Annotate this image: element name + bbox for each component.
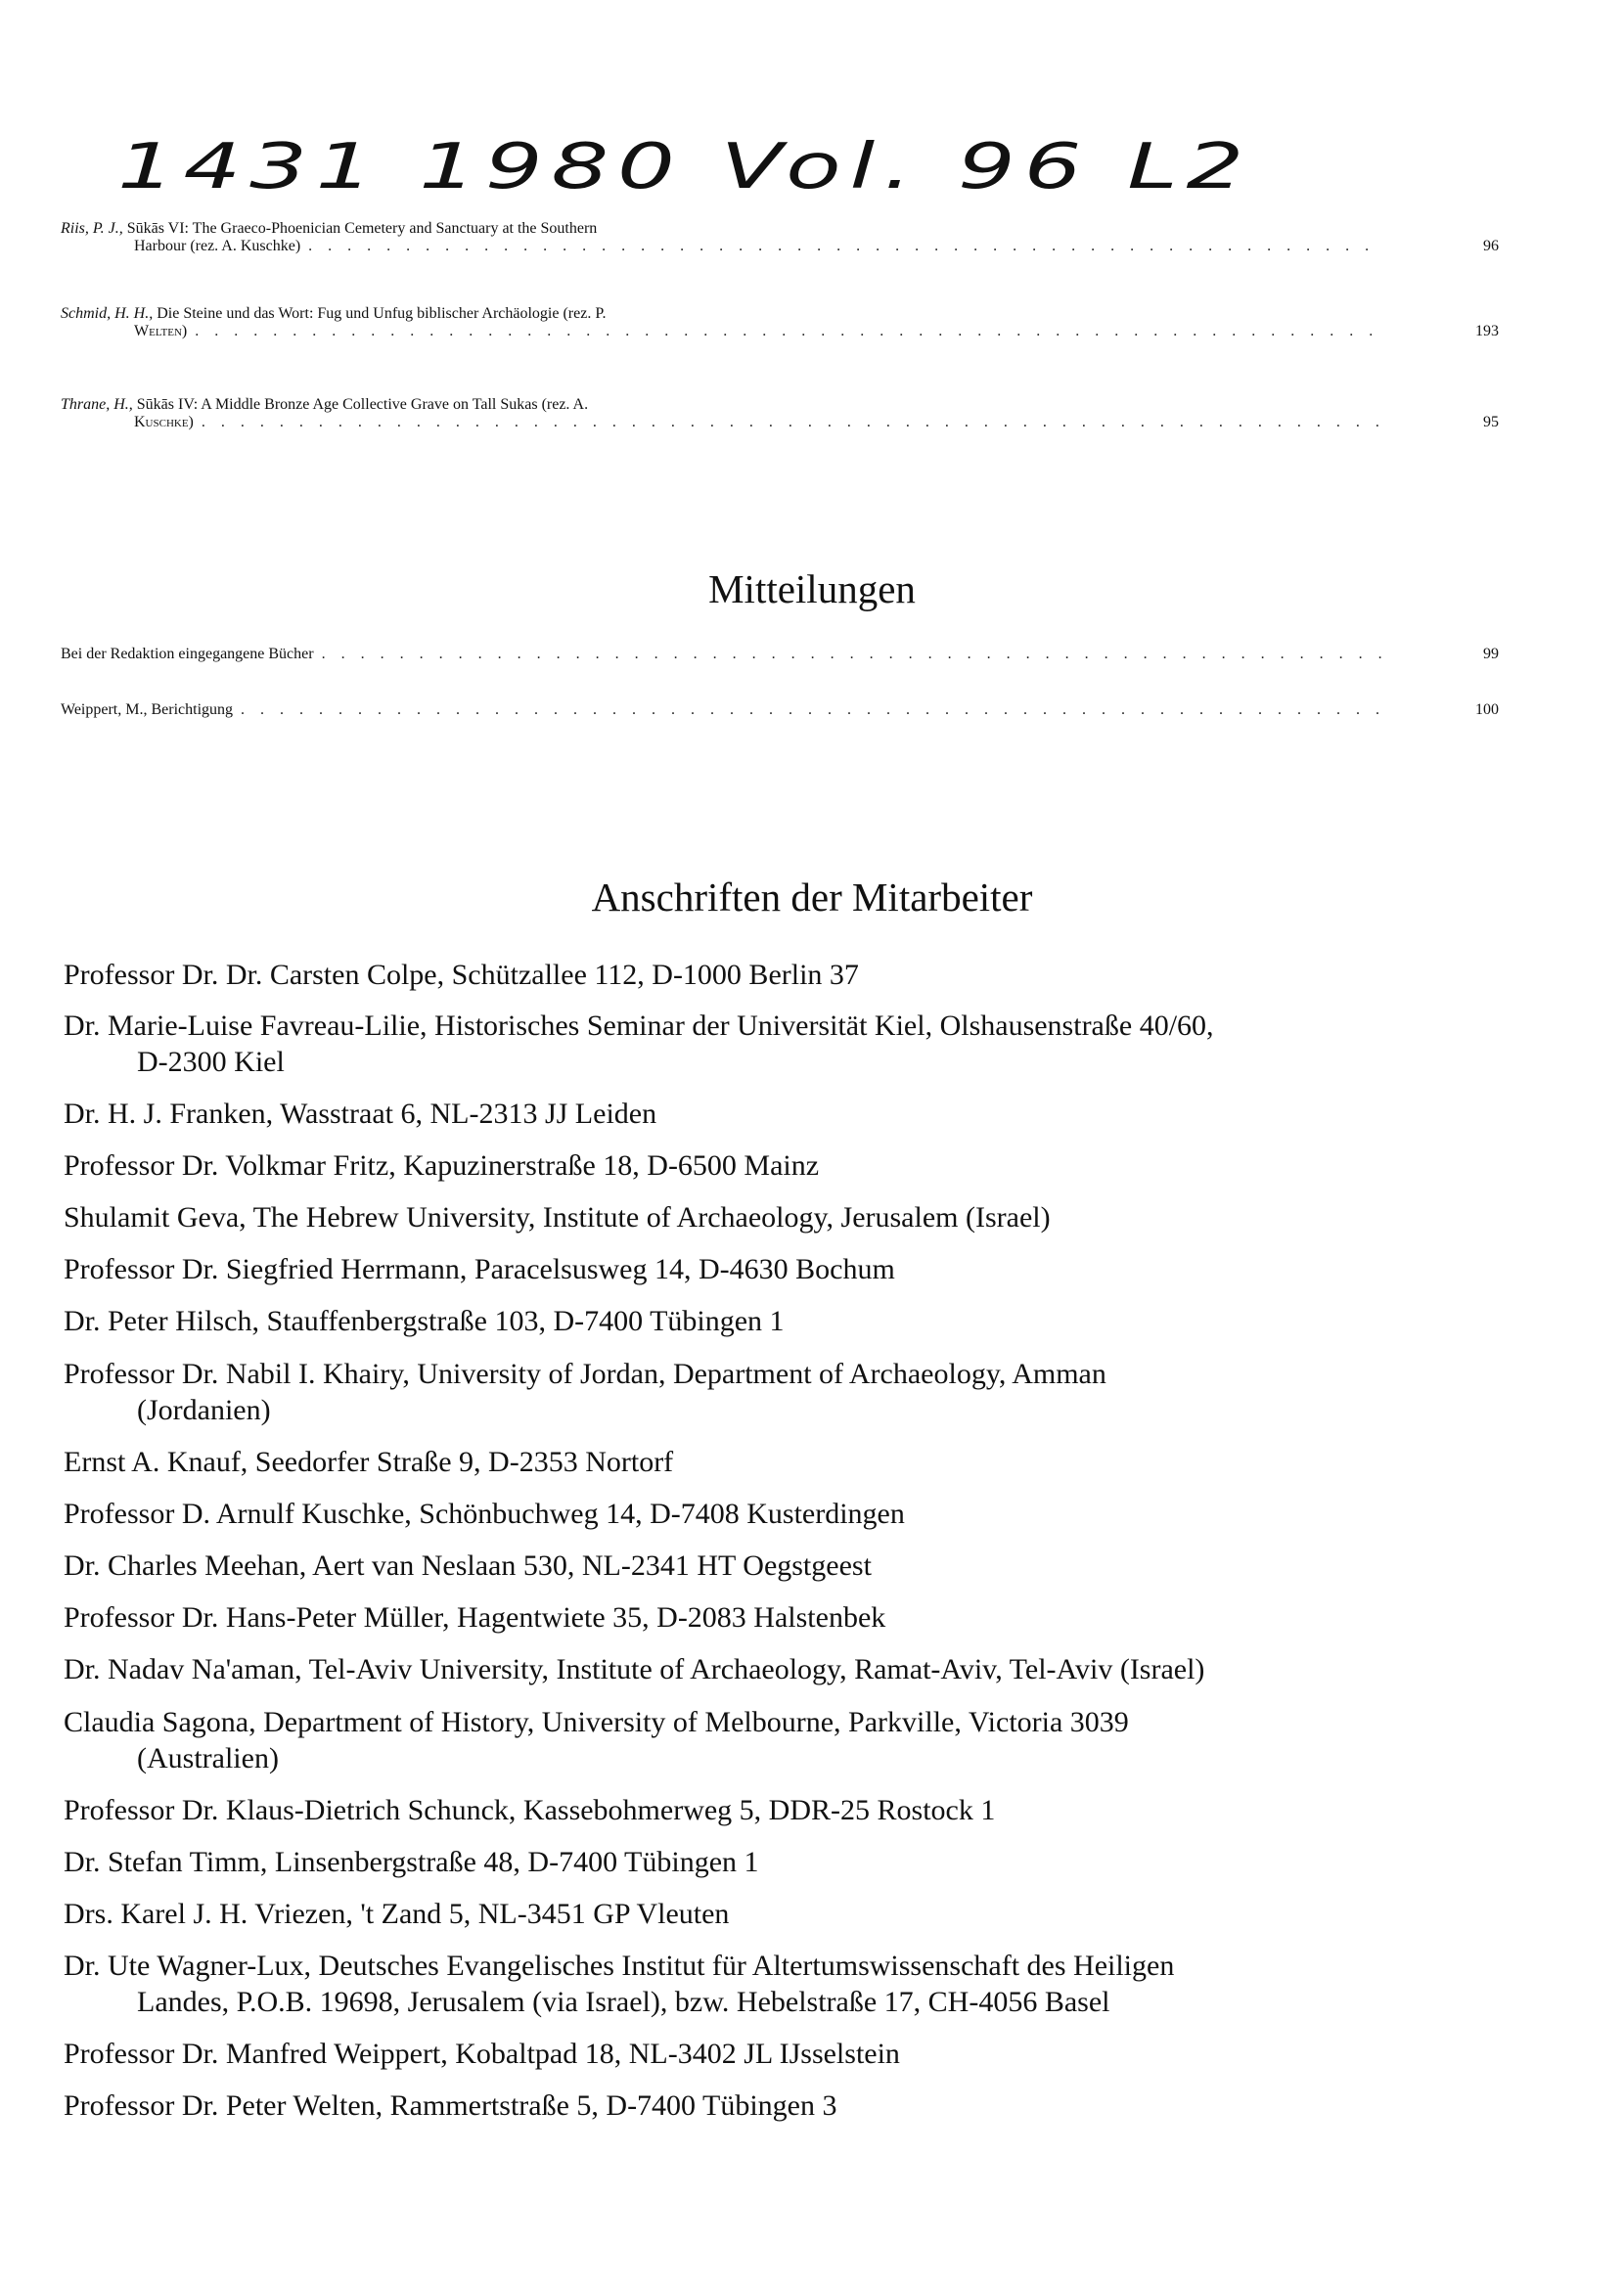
- contributor-line-cont: Landes, P.O.B. 19698, Jerusalem (via Israel), bzw. Hebelstraße 17, CH-4056 Basel: [137, 1986, 1110, 2018]
- contributor-line-cont: (Australien): [137, 1742, 279, 1774]
- review-line1: [61, 305, 1499, 323]
- contributor-entry: [64, 1199, 1511, 1235]
- contributor-entry: [64, 2087, 1511, 2124]
- contributor-line: Professor Dr. Peter Welten, Rammertstraße 5, D-7400 Tübingen 3: [64, 2089, 837, 2122]
- contributor-entry: [64, 1251, 1511, 1287]
- handwritten-annotation-drawing: [108, 110, 1282, 217]
- contributor-entry: [64, 1599, 1511, 1636]
- contributor-entry: [64, 1948, 1511, 2020]
- section-heading-mitarbeiter: Anschriften der Mitarbeiter: [591, 875, 1033, 920]
- page-number: 100: [1475, 701, 1499, 718]
- contributor-line: Professor Dr. Siegfried Herrmann, Paracelsusweg 14, D-4630 Bochum: [64, 1253, 895, 1285]
- contributor-entry: [64, 1548, 1511, 1584]
- section-heading-mitteilungen: Mitteilungen: [708, 566, 916, 611]
- contributor-entry: [64, 1008, 1511, 1080]
- page-number: 193: [1475, 323, 1499, 339]
- handwritten-text: 1431 1980 Vol. 96 L2: [117, 131, 1252, 203]
- review-line2: [61, 323, 1499, 340]
- review-title: Sūkās IV: A Middle Bronze Age Collective Grave on Tall Sukas (rez. A.: [132, 396, 589, 413]
- contributor-line: Claudia Sagona, Department of History, University of Melbourne, Parkville, Victoria 3039: [64, 1706, 1129, 1738]
- contributor-line: Dr. Stefan Timm, Linsenbergstraße 48, D-7400 Tübingen 1: [64, 1846, 759, 1878]
- contributor-line: Professor Dr. Nabil I. Khairy, University of Jordan, Department of Archaeology, Amman: [64, 1358, 1106, 1390]
- contributor-entry: [64, 1896, 1511, 1932]
- contributor-entry: [64, 1704, 1511, 1776]
- review-title: Die Steine und das Wort: Fug und Unfug biblischer Archäologie (rez. P.: [153, 305, 607, 322]
- review-line2: [61, 414, 1499, 431]
- review-line2: [61, 238, 1499, 255]
- contributor-line: Dr. Marie-Luise Favreau-Lilie, Historisches Seminar der Universität Kiel, Olshausenstraße 40/60,: [64, 1010, 1214, 1042]
- contributor-line-cont: D-2300 Kiel: [137, 1046, 285, 1078]
- contributor-entry: [64, 1792, 1511, 1828]
- review-reviewer: Kuschke): [134, 414, 194, 430]
- review-entry: [61, 396, 1499, 431]
- review-entry: [61, 305, 1499, 340]
- handwritten-annotation: [108, 110, 1282, 217]
- contributor-line: Dr. Peter Hilsch, Stauffenbergstraße 103, D-7400 Tübingen 1: [64, 1305, 785, 1337]
- contributor-line: Ernst A. Knauf, Seedorfer Straße 9, D-2353 Nortorf: [64, 1446, 674, 1478]
- contributor-entry: [64, 1356, 1511, 1428]
- review-title: Sūkās VI: The Graeco-Phoenician Cemetery and Sanctuary at the Southern: [122, 220, 598, 237]
- review-reviewer: Harbour (rez. A. Kuschke): [134, 238, 301, 254]
- notice-text: Weippert, M., Berichtigung: [61, 701, 234, 718]
- contributor-line: Professor Dr. Volkmar Fritz, Kapuzinerstraße 18, D-6500 Mainz: [64, 1149, 820, 1182]
- contributor-entry: [64, 1147, 1511, 1184]
- review-author: Thrane, H.,: [61, 396, 133, 413]
- contributor-line-cont: (Jordanien): [137, 1394, 271, 1426]
- page-number: 99: [1483, 646, 1499, 662]
- contributor-entry: [64, 957, 1511, 993]
- leader-dots: [322, 646, 1381, 663]
- review-entry: [61, 220, 1499, 255]
- contributor-line: Dr. H. J. Franken, Wasstraat 6, NL-2313 JJ Leiden: [64, 1098, 657, 1130]
- page-number: 95: [1483, 414, 1499, 430]
- contributor-line: Professor Dr. Manfred Weippert, Kobaltpad 18, NL-3402 JL IJsselstein: [64, 2038, 900, 2070]
- contributor-line: Dr. Charles Meehan, Aert van Neslaan 530, NL-2341 HT Oegstgeest: [64, 1549, 872, 1582]
- page-number: 96: [1483, 238, 1499, 254]
- leader-dots: [195, 323, 1381, 340]
- leader-dots: [241, 701, 1381, 719]
- notice-entry: [61, 701, 1499, 719]
- contributor-entry: [64, 1096, 1511, 1132]
- contributor-line: Dr. Nadav Na'aman, Tel-Aviv University, Institute of Archaeology, Ramat-Aviv, Tel-Aviv (Israel): [64, 1653, 1205, 1685]
- contributor-entry: [64, 2036, 1511, 2072]
- contributor-line: Professor Dr. Klaus-Dietrich Schunck, Kassebohmerweg 5, DDR-25 Rostock 1: [64, 1794, 996, 1826]
- contributor-line: Shulamit Geva, The Hebrew University, Institute of Archaeology, Jerusalem (Israel): [64, 1201, 1051, 1234]
- contributor-entry: [64, 1303, 1511, 1339]
- notice-entry: [61, 646, 1499, 663]
- contributor-line: Professor D. Arnulf Kuschke, Schönbuchweg 14, D-7408 Kusterdingen: [64, 1498, 905, 1530]
- contributor-entry: [64, 1496, 1511, 1532]
- review-author: Riis, P. J.,: [61, 220, 123, 237]
- review-line1: [61, 220, 1499, 238]
- contributor-entry: [64, 1444, 1511, 1480]
- contributor-line: Professor Dr. Dr. Carsten Colpe, Schützallee 112, D-1000 Berlin 37: [64, 959, 859, 991]
- contributor-entry: [64, 1844, 1511, 1880]
- leader-dots: [202, 414, 1381, 431]
- contributor-line: Professor Dr. Hans-Peter Müller, Hagentwiete 35, D-2083 Halstenbek: [64, 1601, 886, 1634]
- leader-dots: [308, 238, 1381, 255]
- contributor-line: Dr. Ute Wagner-Lux, Deutsches Evangelisches Institut für Altertumswissenschaft des Heiligen: [64, 1950, 1175, 1982]
- contributor-entry: [64, 1651, 1511, 1687]
- review-reviewer: Welten): [134, 323, 188, 339]
- review-author: Schmid, H. H.,: [61, 305, 154, 322]
- notice-text: Bei der Redaktion eingegangene Bücher: [61, 646, 314, 662]
- review-line1: [61, 396, 1499, 414]
- contributor-line: Drs. Karel J. H. Vriezen, 't Zand 5, NL-3451 GP Vleuten: [64, 1898, 730, 1930]
